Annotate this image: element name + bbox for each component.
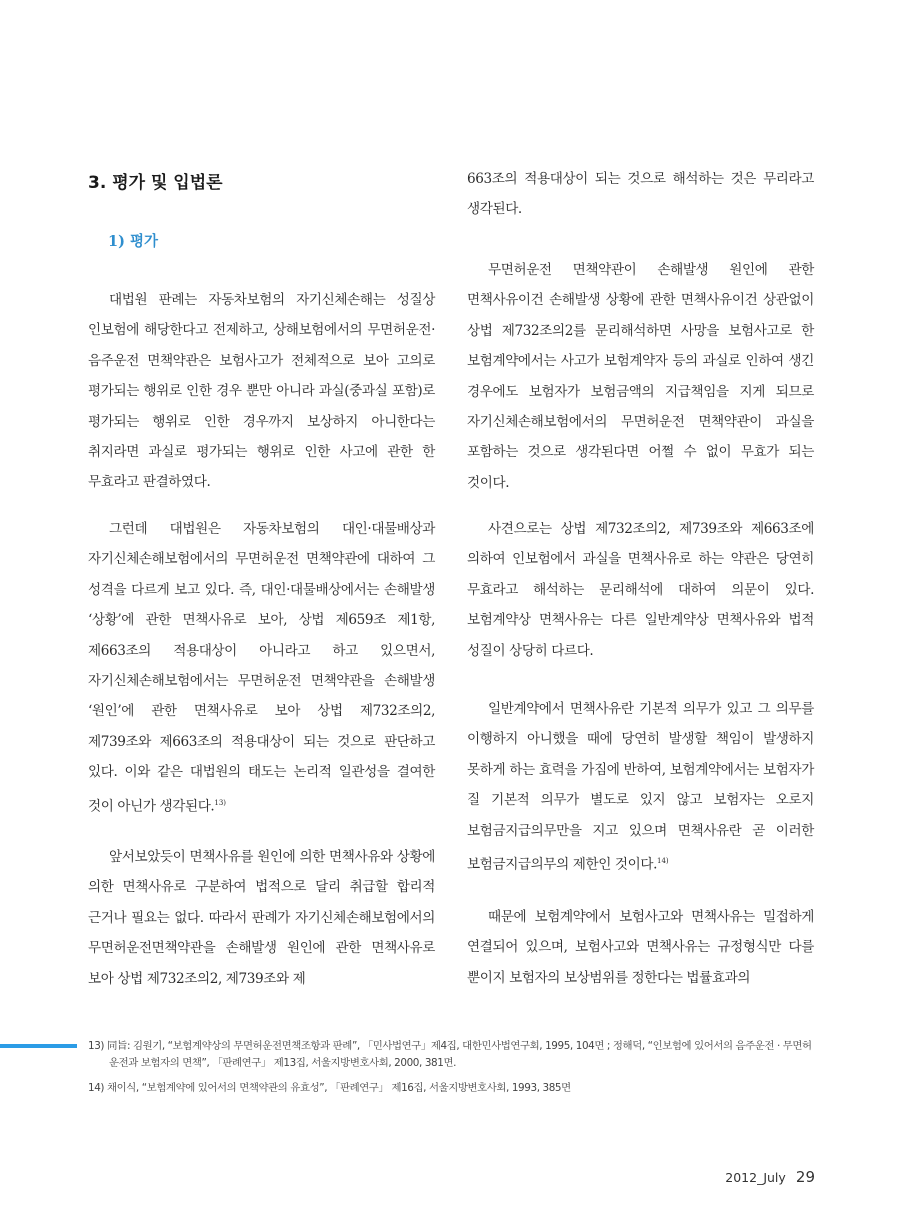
- footnote-reference[interactable]: 14): [657, 857, 669, 866]
- paragraph-text: 앞서보았듯이 면책사유를 원인에 의한 면책사유와 상황에 의한 면책사유로 구분하여 법적으로 달리 취급할 합리적 근거나 필요는 없다. 따라서 판례가 자기신체손해보험에서의 무면허운전면책약관을 손해발생 원인에 관한 면책사유로 보아 상법 제732조의2, 제739조와 제: [88, 849, 435, 987]
- footnote: 14) 채이식, “보험계약에 있어서의 면책약관의 유효성”, 「판례연구」 제16집, 서울지방변호사회, 1993, 385면: [88, 1082, 571, 1094]
- page-footer: [725, 1167, 815, 1186]
- footnotes: [88, 1038, 818, 1105]
- paragraph-text: 사견으로는 상법 제732조의2, 제739조와 제663조에 의하여 인보험에서 과실을 면책사유로 하는 약관은 당연히 무효라고 해석하는 문리해석에 대하여 의문이 있다. 보험계약상 면책사유는 다른 일반계약상 면책사유와 법적 성질이 상당히 다르다.: [467, 521, 814, 659]
- footnote-reference[interactable]: 13): [214, 798, 226, 807]
- paragraph-text: 무면허운전 면책약관이 손해발생 원인에 관한 면책사유이건 손해발생 상황에 관한 면책사유이건 상관없이 상법 제732조의2를 문리해석하면 사망을 보험사고로 한 보험계약에서는 사고가 보험계약자 등의 과실로 인하여 생긴 경우에도 보험자가 보험금액의 지급책임을 지게 되므로 자기신체손해보험에서의 무면허운전 면책약관이 과실을 포함하는 것으로 생각된다면 어쩔 수 없이 무효가 되는 것이다.: [467, 262, 814, 491]
- paragraph-text: 일반계약에서 면책사유란 기본적 의무가 있고 그 의무를 이행하지 아니했을 때에 당연히 발생할 책임이 발생하지 못하게 하는 효력을 가짐에 반하여, 보험계약에서는 보험자가 질 기본적 의무가 별도로 있지 않고 보험자는 오로지 보험금지급의무만을 지고 있으며 면책사유란 곧 이러한 보험금지급의무의 제한인 것이다.: [467, 701, 814, 873]
- footnote-accent-bar: [0, 1044, 77, 1048]
- footnote: 13) 同旨: 김원기, “보험계약상의 무면허운전면책조항과 판례”, 「민사법연구」제4집, 대한민사법연구회, 1995, 104면 ; 정해덕, “인보험에 있어서의 음주운전 · 무면허운전과 보험자의 면책”, 「판례연구」 제13집, 서울지방변호사회, 2000, 381면.: [88, 1040, 812, 1069]
- body-paragraph: [88, 842, 435, 994]
- body-paragraph: [467, 164, 814, 225]
- paragraph-text: 그런데 대법원은 자동차보험의 대인·대물배상과 자기신체손해보험에서의 무면허운전 면책약관에 대하여 그 성격을 다르게 보고 있다. 즉, 대인·대물배상에서는 손해발생 ‘상황’에 관한 면책사유로 보아, 상법 제659조 제1항, 제663조의 적용대상이 아니라고 하고 있으면서, 자기신체손해보험에서는 무면허운전 면책약관을 손해발생 ‘원인’에 관한 면책사유로 보아 상법 제732조의2, 제739조와 제663조의 적용대상이 되는 것으로 판단하고 있다. 이와 같은 대법원의 태도는 논리적 일관성을 결여한 것이 아닌가 생각된다.: [88, 521, 435, 815]
- paragraph-text: 대법원 판례는 자동차보험의 자기신체손해는 성질상 인보험에 해당한다고 전제하고, 상해보험에서의 무면허운전·음주운전 면책약관은 보험사고가 전체적으로 보아 고의로 평가되는 행위로 인한 경우 뿐만 아니라 과실(중과실 포함)로 평가되는 행위로 인한 경우까지 보상하지 아니한다는 취지라면 과실로 평가되는 행위로 인한 사고에 관한 한 무효라고 판결하였다.: [88, 292, 435, 491]
- body-paragraph: [467, 255, 814, 498]
- body-paragraph: [467, 902, 814, 993]
- body-paragraph: [467, 514, 814, 666]
- section-title: 3. 평가 및 입법론: [88, 173, 223, 193]
- paragraph-text: 때문에 보험계약에서 보험사고와 면책사유는 밀접하게 연결되어 있으며, 보험사고와 면책사유는 규정형식만 다를 뿐이지 보험자의 보상범위를 정한다는 법률효과의: [467, 909, 814, 986]
- subsection-title: 1) 평가: [108, 233, 159, 250]
- paragraph-text: 663조의 적용대상이 되는 것으로 해석하는 것은 무리라고 생각된다.: [467, 171, 814, 218]
- body-paragraph: [467, 694, 814, 880]
- issue-label: 2012_July: [725, 1170, 786, 1185]
- body-paragraph: [88, 285, 435, 498]
- body-paragraph: [88, 514, 435, 822]
- page-number: 29: [795, 1168, 815, 1186]
